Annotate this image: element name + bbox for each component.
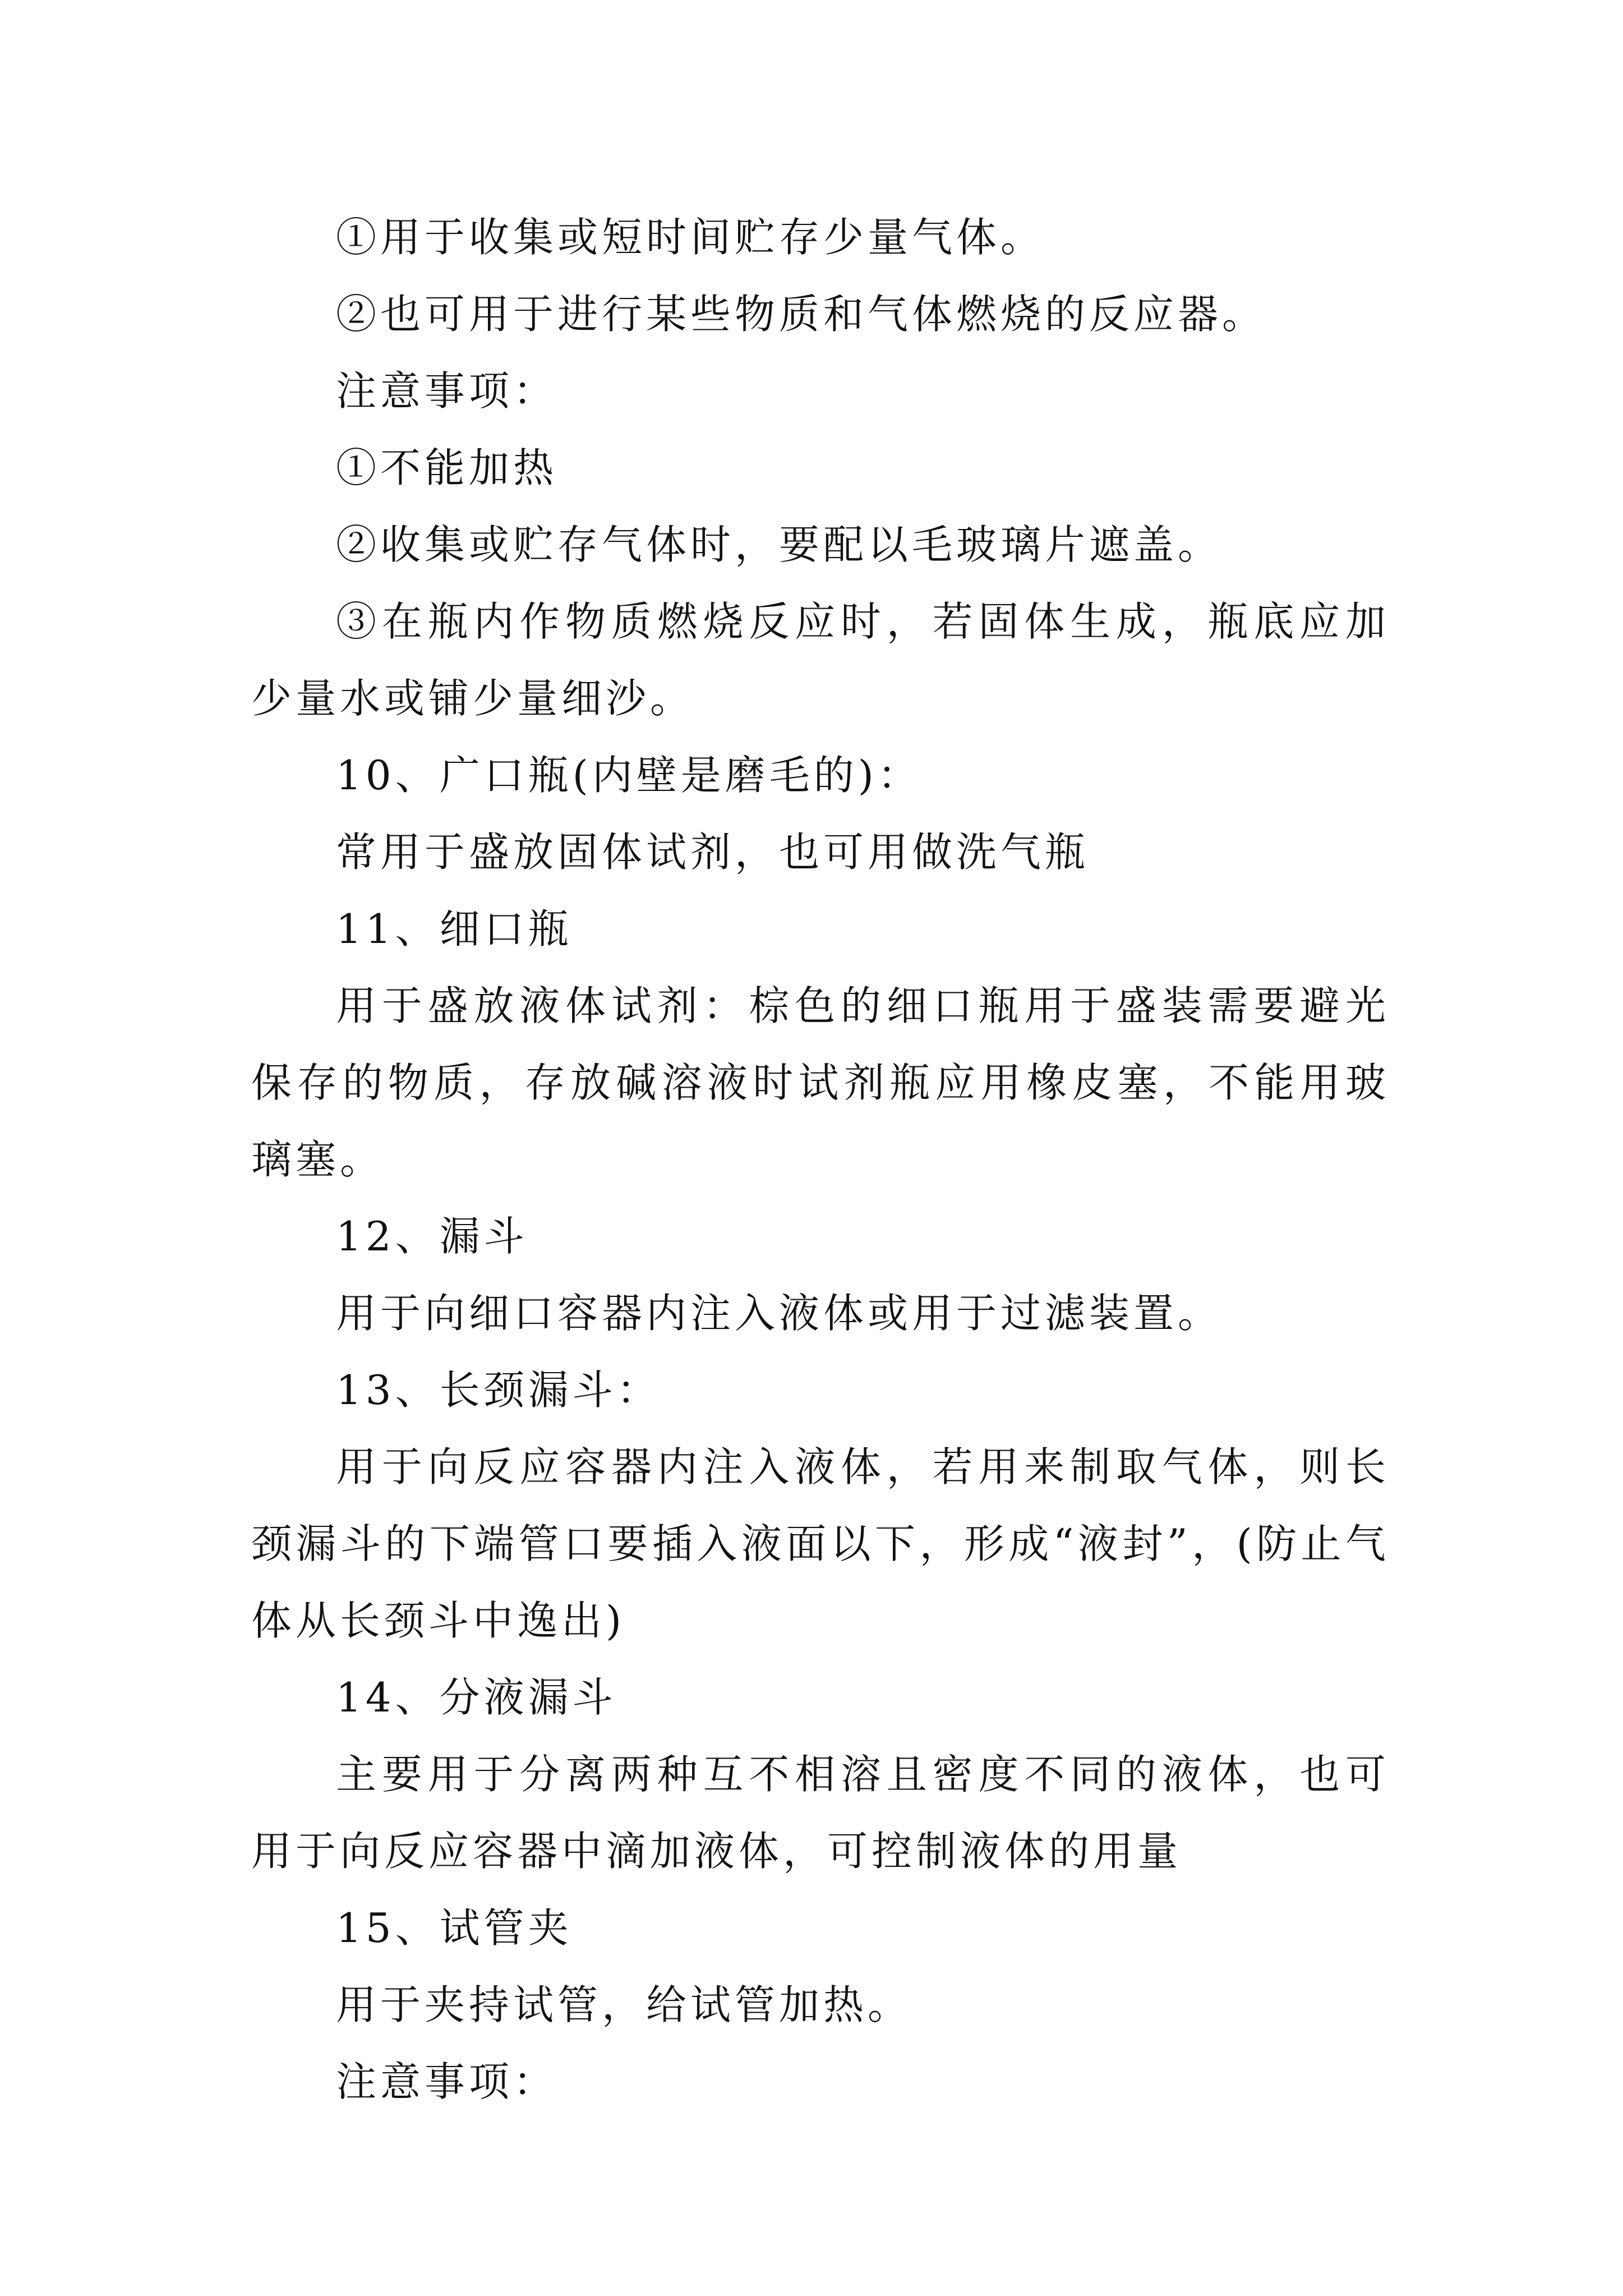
paragraph-use-collect-gas: ①用于收集或短时间贮存少量气体。	[336, 214, 1045, 261]
paragraph-notes-heading: 注意事项：	[336, 367, 558, 415]
paragraph-note-cover-glass: ②收集或贮存气体时，要配以毛玻璃片遮盖。	[336, 521, 1223, 568]
paragraph-item-15-heading: 15、试管夹	[336, 1904, 573, 1952]
paragraph-note-no-heating: ①不能加热	[336, 444, 558, 491]
paragraph-item-13-desc: 用于向反应容器内注入液体，若用来制取气体，则长颈漏斗的下端管口要插入液面以下，形成“液封”，(防止气体从长颈斗中逸出)	[251, 1443, 1390, 1644]
paragraph-item-14-heading: 14、分液漏斗	[336, 1674, 617, 1721]
paragraph-item-12-heading: 12、漏斗	[336, 1213, 528, 1260]
paragraph-item-10-desc: 常用于盛放固体试剂，也可用做洗气瓶	[336, 829, 1090, 876]
paragraph-item-13-heading: 13、长颈漏斗：	[336, 1366, 661, 1414]
paragraph-notes-heading-2: 注意事项：	[336, 2058, 558, 2105]
paragraph-item-11-desc: 用于盛放液体试剂：棕色的细口瓶用于盛装需要避光保存的物质，存放碱溶液时试剂瓶应用橡皮塞，不能用玻璃塞。	[251, 982, 1390, 1183]
paragraph-item-10-heading: 10、广口瓶(内壁是磨毛的)：	[336, 752, 922, 799]
paragraph-use-reactor: ②也可用于进行某些物质和气体燃烧的反应器。	[336, 291, 1267, 338]
paragraph-item-11-heading: 11、细口瓶	[336, 905, 573, 953]
paragraph-item-14-desc: 主要用于分离两种互不相溶且密度不同的液体，也可用于向反应容器中滴加液体，可控制液体的用量	[251, 1751, 1390, 1875]
document-body	[251, 199, 1390, 2120]
paragraph-note-water-sand: ③在瓶内作物质燃烧反应时，若固体生成，瓶底应加少量水或铺少量细沙。	[251, 598, 1390, 722]
paragraph-item-15-desc: 用于夹持试管，给试管加热。	[336, 1981, 912, 2028]
paragraph-item-12-desc: 用于向细口容器内注入液体或用于过滤装置。	[336, 1290, 1223, 1337]
